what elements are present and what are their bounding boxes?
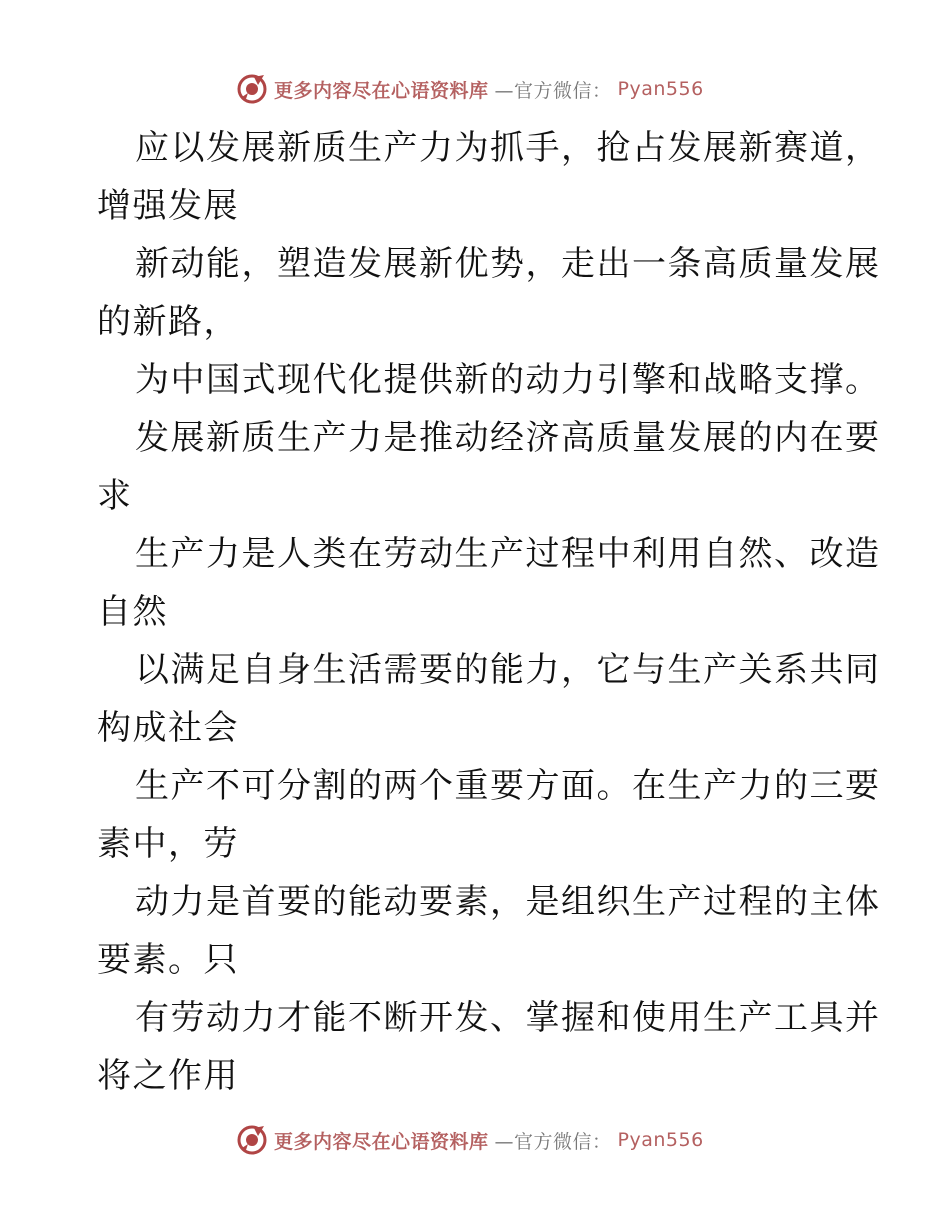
text-line: 应以发展新质生产力为抓手，抢占发展新赛道， [135,128,881,168]
header-watermark [236,71,704,107]
text-line: 为中国式现代化提供新的动力引擎和战略支撑。 [135,360,881,400]
text-line: 有劳动力才能不断开发、掌握和使用生产工具并 [135,998,881,1038]
text-line: 自然 [97,592,168,632]
text-line: 以满足自身生活需要的能力，它与生产关系共同 [135,650,881,690]
watermark-wechat-id: Pyan556 [617,78,704,100]
text-line: 发展新质生产力是推动经济高质量发展的内在要 [135,418,881,458]
text-line: 生产力是人类在劳动生产过程中利用自然、改造 [135,534,881,574]
watermark-title: 更多内容尽在心语资料库 [274,79,489,102]
watermark-title: 更多内容尽在心语资料库 [274,1130,489,1153]
watermark-separator: —官方微信： [494,1130,612,1153]
text-line: 增强发展 [97,186,239,226]
text-line: 将之作用 [97,1056,239,1096]
text-line: 要素。只 [97,940,239,980]
text-line: 素中，劳 [97,824,239,864]
text-line: 求 [97,476,133,516]
red-pen-seal-icon [236,73,268,105]
footer-watermark [236,1122,704,1158]
text-line: 新动能，塑造发展新优势，走出一条高质量发展 [135,244,881,284]
text-line: 生产不可分割的两个重要方面。在生产力的三要 [135,766,881,806]
text-line: 动力是首要的能动要素，是组织生产过程的主体 [135,882,881,922]
text-line: 构成社会 [97,708,239,748]
watermark-separator: —官方微信： [494,79,612,102]
text-line: 的新路， [97,302,239,342]
red-pen-seal-icon [236,1124,268,1156]
watermark-wechat-id: Pyan556 [617,1129,704,1151]
